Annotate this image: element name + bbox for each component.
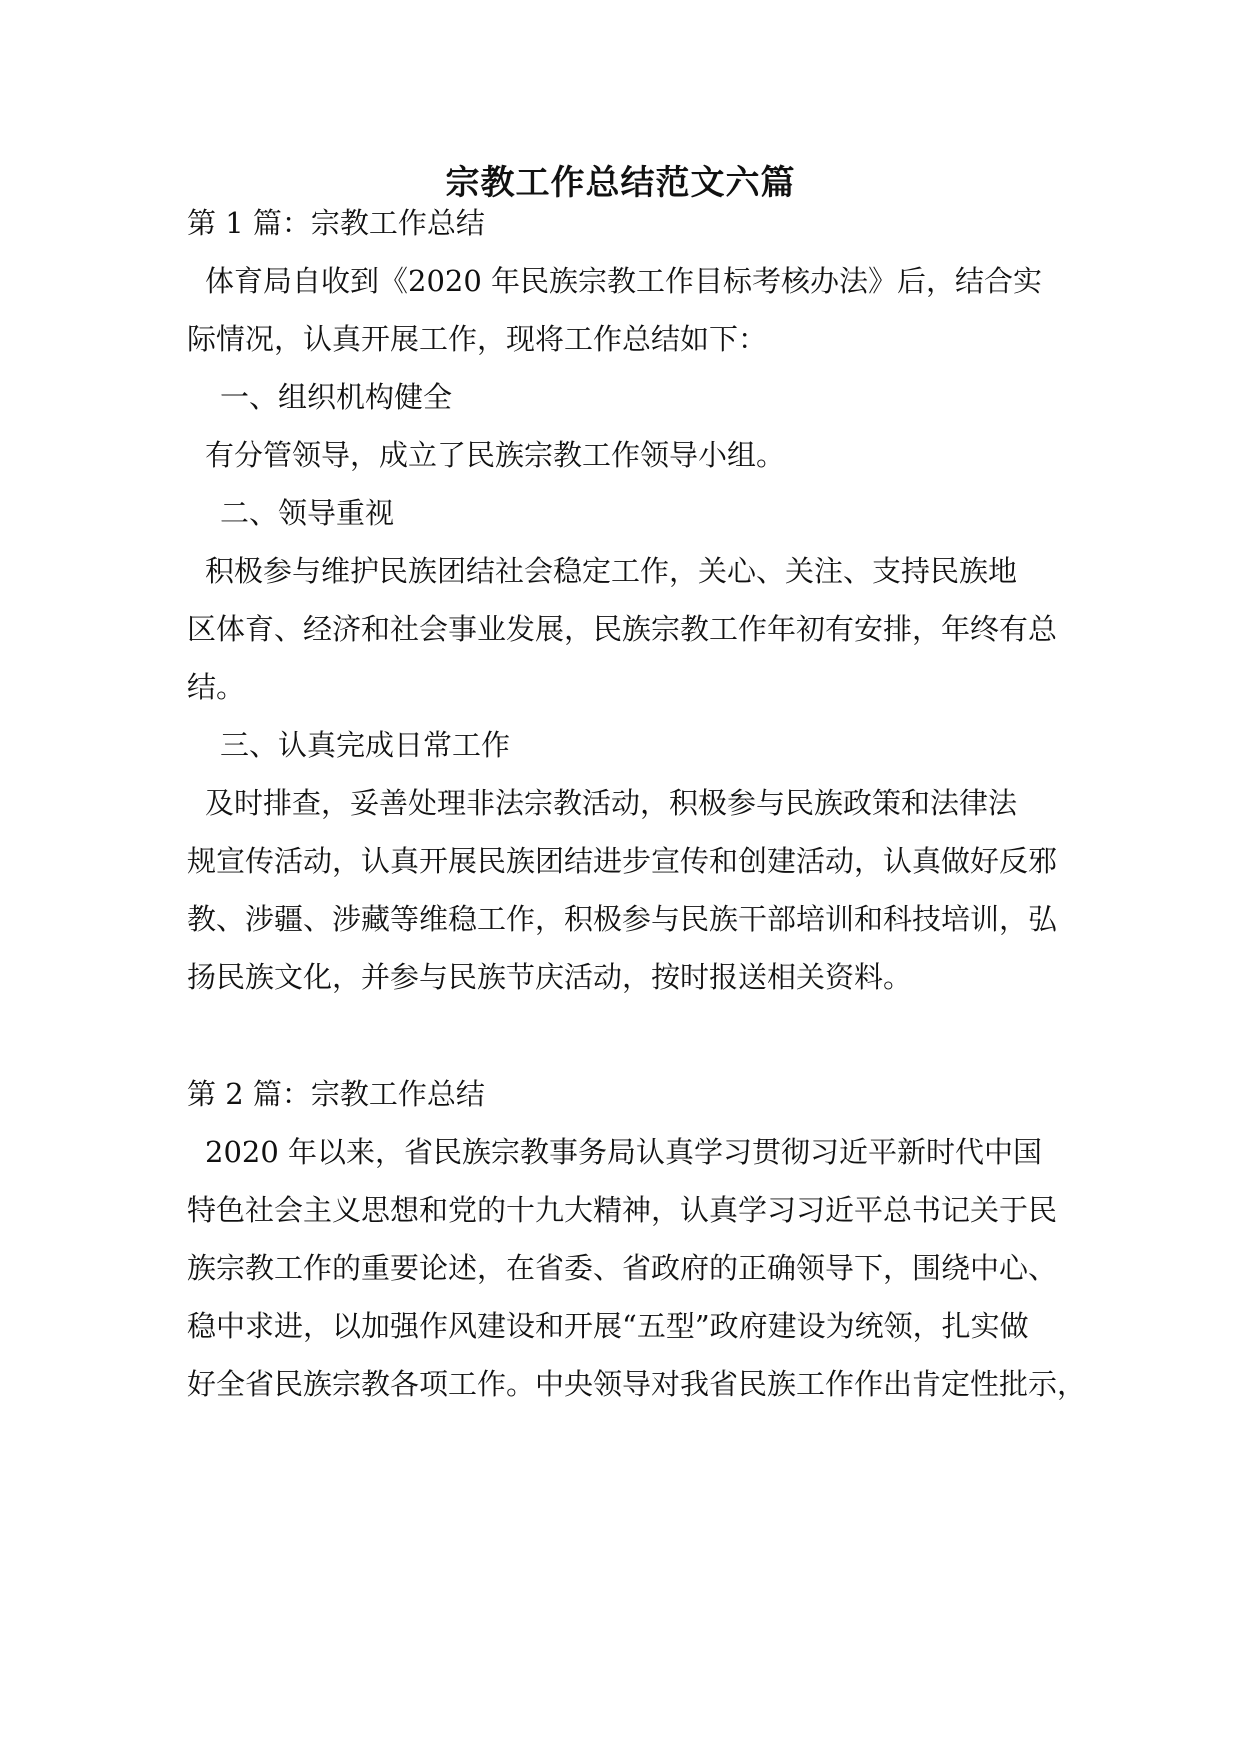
paragraph-line: 2020 年以来，省民族宗教事务局认真学习贯彻习近平新时代中国 xyxy=(205,1135,1043,1169)
paragraph-line: 体育局自收到《2020 年民族宗教工作目标考核办法》后，结合实 xyxy=(205,264,1043,298)
paragraph-line: 族宗教工作的重要论述，在省委、省政府的正确领导下，围绕中心、 xyxy=(187,1251,1058,1285)
paragraph-line: 区体育、经济和社会事业发展，民族宗教工作年初有安排，年终有总 xyxy=(187,612,1058,646)
paragraph-line: 好全省民族宗教各项工作。中央领导对我省民族工作作出肯定性批示， xyxy=(187,1367,1087,1401)
document-title: 宗教工作总结范文六篇 xyxy=(445,163,796,203)
paragraph-line: 有分管领导，成立了民族宗教工作领导小组。 xyxy=(205,438,786,472)
paragraph-line: 及时排查，妥善处理非法宗教活动，积极参与民族政策和法律法 xyxy=(205,786,1018,820)
paragraph-line: 结。 xyxy=(187,670,246,704)
paragraph-line: 扬民族文化，并参与民族节庆活动，按时报送相关资料。 xyxy=(187,960,913,994)
paragraph-line: 特色社会主义思想和党的十九大精神，认真学习习近平总书记关于民 xyxy=(187,1193,1058,1227)
paragraph-line: 规宣传活动，认真开展民族团结进步宣传和创建活动，认真做好反邪 xyxy=(187,844,1058,878)
item1-heading: 一、组织机构健全 xyxy=(220,380,453,414)
section2-heading: 第 2 篇：宗教工作总结 xyxy=(187,1077,485,1111)
paragraph-line: 际情况，认真开展工作，现将工作总结如下： xyxy=(187,322,768,356)
item3-heading: 三、认真完成日常工作 xyxy=(220,728,511,762)
item2-heading: 二、领导重视 xyxy=(220,496,395,530)
paragraph-line: 教、涉疆、涉藏等维稳工作，积极参与民族干部培训和科技培训，弘 xyxy=(187,902,1058,936)
paragraph-line: 稳中求进，以加强作风建设和开展“五型”政府建设为统领，扎实做 xyxy=(187,1309,1029,1343)
paragraph-line: 积极参与维护民族团结社会稳定工作，关心、关注、支持民族地 xyxy=(205,554,1018,588)
section1-heading: 第 1 篇：宗教工作总结 xyxy=(187,206,485,240)
